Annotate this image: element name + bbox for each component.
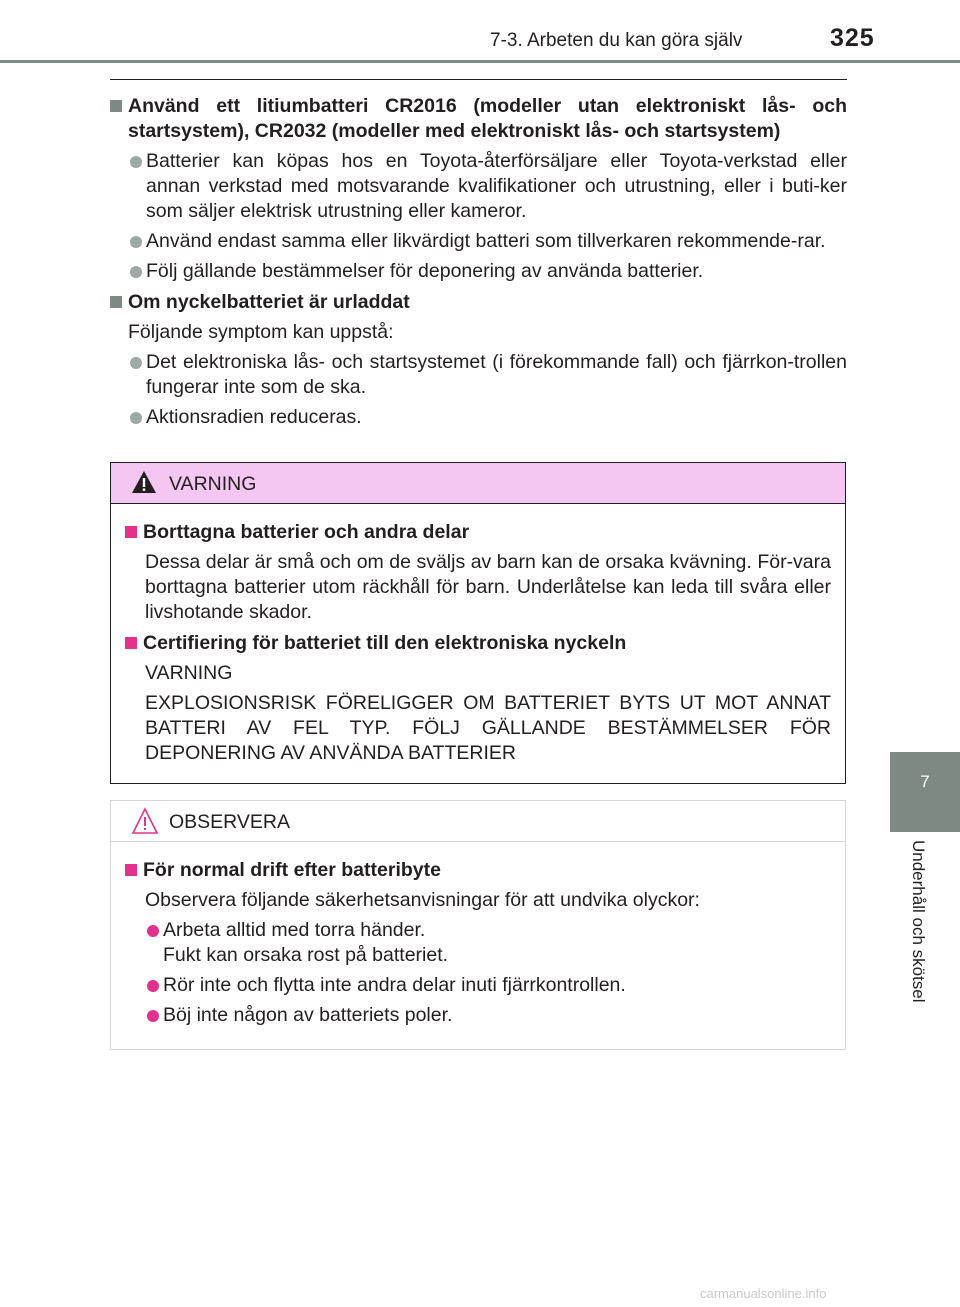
list-item-text: Aktionsradien reduceras.: [146, 406, 362, 428]
bullet-icon: [147, 925, 159, 937]
heading-text: Borttagna batterier och andra delar: [143, 521, 470, 543]
watermark: carmanualsonline.info: [700, 1286, 827, 1301]
square-bullet-icon: [125, 637, 137, 649]
notice-intro: Observera följande säkerhetsanvisningar för att undvika olyckor:: [145, 889, 700, 911]
bullet-icon: [147, 980, 159, 992]
section-heading-battery-depleted: [110, 290, 847, 315]
list-item: [110, 229, 847, 254]
notice-box: [110, 800, 846, 1050]
list-item: [121, 973, 831, 998]
list-item-text: Arbeta alltid med torra händer.: [163, 919, 426, 941]
notice-box-body: [111, 842, 845, 1028]
warning-heading-certification: [121, 631, 831, 656]
header-rule: [0, 60, 960, 63]
chapter-tab: [890, 752, 960, 832]
warning-box: [110, 462, 846, 784]
list-item: [121, 918, 831, 968]
bullet-icon: [130, 156, 142, 168]
warning-label: VARNING: [169, 473, 257, 495]
warning-text: VARNING: [145, 662, 233, 684]
warning-text: Dessa delar är små och om de sväljs av barn kan de orsaka kvävning. För-vara borttagna batterier utom räckhåll för barn. Underlåtelse kan leda till svåra eller livshotande skador.: [145, 551, 831, 623]
warning-box-body: [111, 504, 845, 766]
list-item-text: Följ gällande bestämmelser för deponering av använda batterier.: [146, 260, 704, 282]
list-item: [110, 259, 847, 284]
notice-box-header: [111, 801, 845, 842]
section-title: 7-3. Arbeten du kan göra själv: [490, 30, 743, 51]
square-bullet-icon: [110, 100, 122, 112]
list-item-text: Använd endast samma eller likvärdigt batteri som tillverkaren rekommende-rar.: [146, 230, 826, 252]
list-item-text: Rör inte och flytta inte andra delar inuti fjärrkontrollen.: [163, 974, 626, 996]
warning-heading-removed-parts: [121, 520, 831, 545]
list-item: [110, 350, 847, 400]
list-item-text: Det elektroniska lås- och startsystemet (i förekommande fall) och fjärrkon-trollen fungerar inte som de ska.: [146, 351, 847, 398]
warning-text: EXPLOSIONSRISK FÖRELIGGER OM BATTERIET BYTS UT MOT ANNAT BATTERI AV FEL TYP. FÖLJ GÄLLANDE BESTÄMMELSER FÖR DEPONERING AV ANVÄNDA BATTERIER: [145, 692, 831, 764]
heading-text: Certifiering för batteriet till den elektroniska nyckeln: [143, 632, 627, 654]
chapter-title: Underhåll och skötsel: [909, 840, 928, 1003]
main-content: [110, 88, 847, 430]
content-top-rule: [110, 79, 847, 80]
page-number: 325: [830, 24, 875, 52]
list-item: [110, 405, 847, 430]
caution-triangle-icon: [131, 807, 159, 835]
warning-box-header: [111, 463, 845, 504]
bullet-icon: [130, 236, 142, 248]
list-item: [110, 149, 847, 224]
heading-text: Om nyckelbatteriet är urladdat: [128, 291, 410, 313]
list-item: [121, 1003, 831, 1028]
list-item-text: Böj inte någon av batteriets poler.: [163, 1004, 453, 1026]
intro-text: Följande symptom kan uppstå:: [128, 321, 394, 343]
bullet-icon: [130, 266, 142, 278]
bullet-icon: [130, 357, 142, 369]
square-bullet-icon: [110, 296, 122, 308]
bullet-icon: [147, 1010, 159, 1022]
section-heading-battery-type: [110, 94, 847, 144]
warning-triangle-icon: [131, 469, 157, 495]
heading-text: Använd ett litiumbatteri CR2016 (modeller utan elektroniskt lås- och startsystem), CR2032 (modeller med elektroniskt lås- och startsystem): [128, 95, 847, 142]
list-item-text: Batterier kan köpas hos en Toyota-återförsäljare eller Toyota-verkstad eller annan verkstad med motsvarande kvalifikationer och utrustning, eller i buti-ker som säljer elektrisk utrustning eller kameror.: [146, 150, 847, 222]
square-bullet-icon: [125, 864, 137, 876]
notice-label: OBSERVERA: [169, 811, 291, 833]
bullet-icon: [130, 412, 142, 424]
chapter-number: 7: [920, 772, 930, 791]
list-item-text: Fukt kan orsaka rost på batteriet.: [163, 944, 449, 966]
square-bullet-icon: [125, 526, 137, 538]
heading-text: För normal drift efter batteribyte: [143, 859, 441, 881]
page-header: [0, 0, 960, 62]
notice-heading: [121, 858, 831, 883]
